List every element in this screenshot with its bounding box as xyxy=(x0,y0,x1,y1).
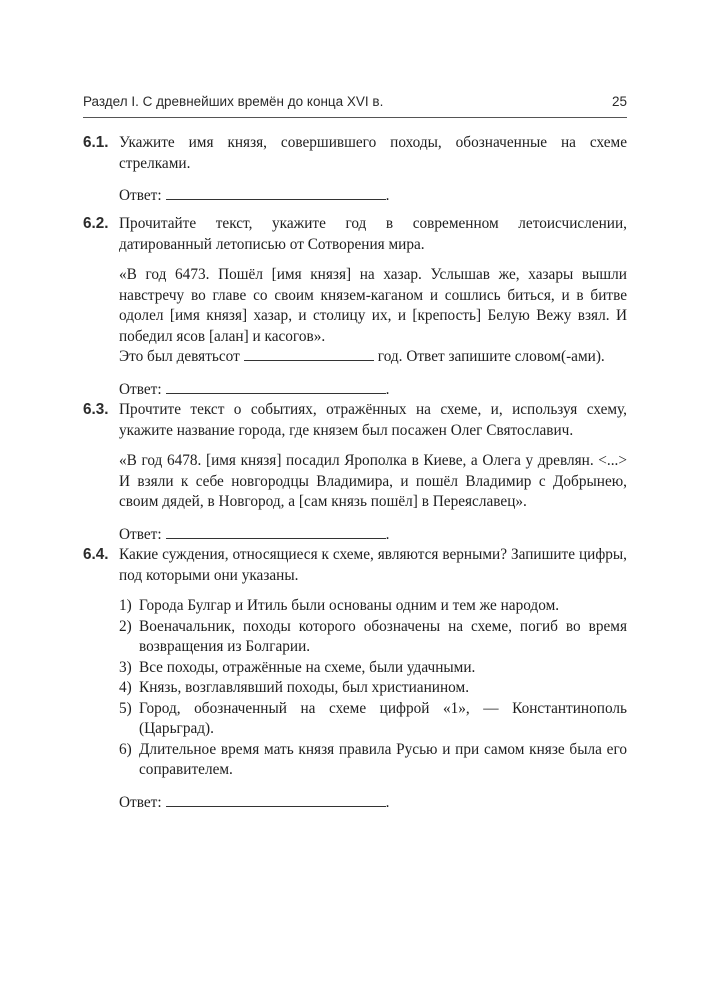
option-text: Город, обозначенный на схеме цифрой «1», — Константинополь (Царьград). xyxy=(139,699,627,737)
options-list xyxy=(119,596,627,781)
task-number: 6.1. xyxy=(83,134,109,151)
answer-label: Ответ: xyxy=(119,525,162,543)
option-text: Князь, возглавлявший походы, был христианином. xyxy=(139,679,470,696)
answer-period: . xyxy=(385,187,390,204)
fill-in-after: год. Ответ запишите словом(-ами). xyxy=(377,348,605,365)
task-number: 6.2. xyxy=(83,215,109,232)
chronicle-quote: «В год 6478. [имя князя] посадил Ярополка в Киеве, а Олега у древлян. <...> И взяли к себе новгородцы Владимира, и пошёл Владимир с Добрынею, своим дядей, в Новгород, а [сам князь пошёл] в Переяславец». xyxy=(119,452,627,510)
answer-blank[interactable] xyxy=(166,525,386,539)
task-6-1 xyxy=(83,133,627,207)
answer-label: Ответ: xyxy=(119,187,162,204)
task-6-2 xyxy=(83,214,627,400)
answer-line xyxy=(119,186,627,207)
answer-line xyxy=(119,793,627,814)
option-text: Города Булгар и Итиль были основаны одним и тем же народом. xyxy=(139,597,560,614)
fill-in-blank[interactable] xyxy=(244,347,374,361)
option-item xyxy=(119,699,627,740)
option-text: Все походы, отражённые на схеме, были удачными. xyxy=(139,658,476,676)
option-item xyxy=(119,678,627,699)
task-number: 6.3. xyxy=(83,401,109,418)
answer-line xyxy=(119,380,627,401)
answer-period: . xyxy=(385,380,390,398)
chronicle-quote: «В год 6473. Пошёл [имя князя] на хазар. Услышав же, хазары вышли навстречу во главе со своим князем-каганом и сошлись биться, и в битве одолел [имя князя] хазар, и столицу их, и [крепость] Белую Вежу взял. И победил ясов [алан] и касогов». xyxy=(119,266,627,345)
page-number: 25 xyxy=(611,94,627,109)
task-question: Прочтите текст о событиях, отражённых на схеме, и, используя схему, укажите название города, где князем был посажен Олег Святославич. xyxy=(119,401,627,439)
option-number: 6) xyxy=(119,740,132,758)
section-title: Раздел I. С древнейших времён до конца XVI в. xyxy=(83,94,384,109)
option-number: 3) xyxy=(119,658,132,676)
answer-label: Ответ: xyxy=(119,380,162,398)
answer-period: . xyxy=(385,793,390,811)
option-number: 1) xyxy=(119,597,132,614)
answer-line xyxy=(119,525,627,546)
option-number: 5) xyxy=(119,699,132,717)
fill-in-before: Это был девятьсот xyxy=(119,348,240,365)
answer-period: . xyxy=(385,525,390,543)
option-item xyxy=(119,617,627,658)
option-text: Военачальник, походы которого обозначены на схеме, погиб во время возвращения из Болгарии. xyxy=(139,617,627,655)
task-question: Какие суждения, относящиеся к схеме, являются верными? Запишите цифры, под которыми они указаны. xyxy=(119,546,627,584)
answer-blank[interactable] xyxy=(166,380,386,394)
answer-blank[interactable] xyxy=(166,186,386,200)
option-text: Длительное время мать князя правила Русью и при самом князе была его соправителем. xyxy=(139,740,627,778)
option-number: 4) xyxy=(119,679,132,696)
task-6-4 xyxy=(83,545,627,813)
header-divider xyxy=(83,117,627,118)
option-item xyxy=(119,740,627,781)
task-number: 6.4. xyxy=(83,546,109,563)
task-question: Укажите имя князя, совершившего походы, обозначенные на схеме стрелками. xyxy=(119,134,627,172)
answer-blank[interactable] xyxy=(166,793,386,807)
fill-in-sentence xyxy=(119,347,627,368)
running-header xyxy=(83,94,627,109)
option-item xyxy=(119,596,627,617)
task-6-3 xyxy=(83,400,627,545)
option-item xyxy=(119,658,627,679)
task-question: Прочитайте текст, укажите год в современном летоисчислении, датированный летописью от Сотворения мира. xyxy=(119,215,627,253)
answer-label: Ответ: xyxy=(119,793,162,811)
option-number: 2) xyxy=(119,617,132,635)
